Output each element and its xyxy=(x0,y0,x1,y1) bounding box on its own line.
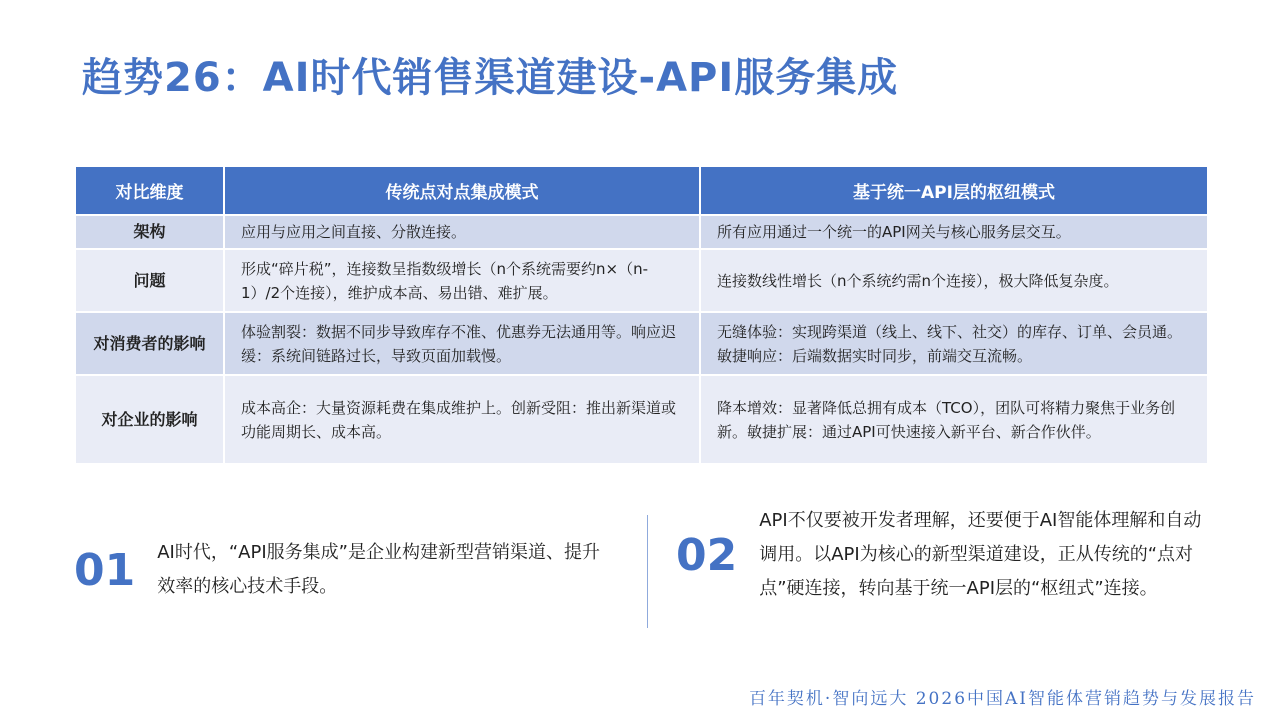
row-hub: 降本增效：显著降低总拥有成本（TCO），团队可将精力聚焦于业务创新。敏捷扩展：通过API可快速接入新平台、新合作伙伴。 xyxy=(700,375,1208,464)
table-row xyxy=(75,375,1208,464)
point-number: 02 xyxy=(676,529,738,581)
row-dimension: 问题 xyxy=(75,249,224,312)
footer-caption: 百年契机·智向远大 2026中国AI智能体营销趋势与发展报告 xyxy=(748,689,1256,709)
point-02 xyxy=(676,504,1211,606)
row-dimension: 对消费者的影响 xyxy=(75,312,224,375)
header-traditional: 传统点对点集成模式 xyxy=(224,166,700,215)
comparison-table xyxy=(74,165,1209,465)
row-traditional: 成本高企：大量资源耗费在集成维护上。创新受阻：推出新渠道或功能周期长、成本高。 xyxy=(224,375,700,464)
row-traditional: 应用与应用之间直接、分散连接。 xyxy=(224,215,700,249)
row-traditional: 形成“碎片税”，连接数呈指数级增长（n个系统需要约n×（n-1）/2个连接），维护成本高、易出错、难扩展。 xyxy=(224,249,700,312)
row-hub: 连接数线性增长（n个系统约需n个连接），极大降低复杂度。 xyxy=(700,249,1208,312)
header-dimension: 对比维度 xyxy=(75,166,224,215)
point-number: 01 xyxy=(74,544,136,596)
row-hub: 无缝体验：实现跨渠道（线上、线下、社交）的库存、订单、会员通。敏捷响应：后端数据实时同步，前端交互流畅。 xyxy=(700,312,1208,375)
header-hub: 基于统一API层的枢纽模式 xyxy=(700,166,1208,215)
point-text: AI时代，“API服务集成”是企业构建新型营销渠道、提升效率的核心技术手段。 xyxy=(157,542,600,597)
row-dimension: 架构 xyxy=(75,215,224,249)
row-traditional: 体验割裂：数据不同步导致库存不准、优惠券无法通用等。响应迟缓：系统间链路过长，导致页面加载慢。 xyxy=(224,312,700,375)
row-hub: 所有应用通过一个统一的API网关与核心服务层交互。 xyxy=(700,215,1208,249)
vertical-divider xyxy=(647,515,648,628)
table-row xyxy=(75,215,1208,249)
page-title: 趋势26：AI时代销售渠道建设-API服务集成 xyxy=(82,55,899,101)
table-header-row xyxy=(75,166,1208,215)
row-dimension: 对企业的影响 xyxy=(75,375,224,464)
table-row xyxy=(75,249,1208,312)
point-text: API不仅要被开发者理解，还要便于AI智能体理解和自动调用。以API为核心的新型渠道建设，正从传统的“点对点”硬连接，转向基于统一API层的“枢纽式”连接。 xyxy=(759,510,1202,599)
point-01 xyxy=(74,536,614,604)
table-row xyxy=(75,312,1208,375)
